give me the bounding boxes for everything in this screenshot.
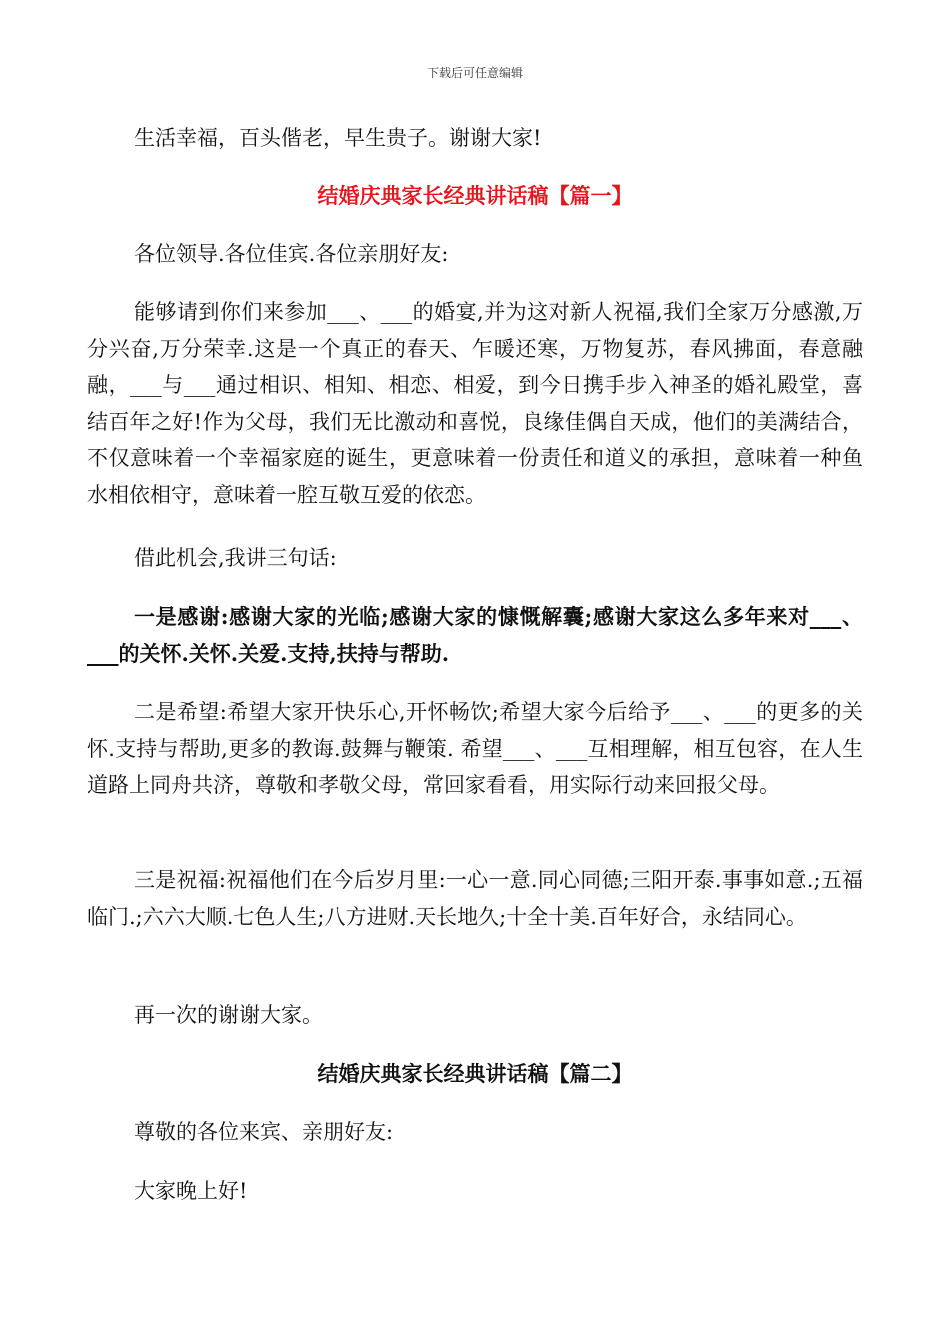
point-two-paragraph: 二是希望:希望大家开快乐心,开怀畅饮;希望大家今后给予___、___的更多的关怀.支持与帮助,更多的教诲.鼓舞与鞭策. 希望___、___互相理解，相互包容，在人生道路上同舟共济，尊敬和孝敬父母，常回家看看，用实际行动来回报父母。 [87, 700, 863, 797]
point-three-paragraph: 三是祝福:祝福他们在今后岁月里:一心一意.同心同德;三阳开泰.事事如意.;五福临门.;六六大顺.七色人生;八方进财.天长地久;十全十美.百年好合，永结同心。 [87, 868, 863, 929]
section-title-1: 结婚庆典家长经典讲话稿【篇一】 [317, 183, 633, 208]
page-header: 下载后可任意编辑 [426, 66, 523, 80]
point-one-paragraph: 一是感谢:感谢大家的光临;感谢大家的慷慨解囊;感谢大家这么多年来对___、___的关怀.关怀.关爱.支持,扶持与帮助. [87, 604, 863, 666]
section-title-2: 结婚庆典家长经典讲话稿【篇二】 [317, 1061, 633, 1086]
evening-greeting: 大家晚上好! [134, 1179, 248, 1203]
body-paragraph-1: 能够请到你们来参加___、___的婚宴,并为这对新人祝福,我们全家万分感激,万分兴奋,万分荣幸.这是一个真正的春天、乍暖还寒，万物复苏，春风拂面，春意融融，___与___通过相识、相知、相恋、相爱，到今日携手步入神圣的婚礼殿堂，喜结百年之好!作为父母，我们无比激动和喜悦，良缘佳偶自天成，他们的美满结合，不仅意味着一个幸福家庭的诞生，更意味着一份责任和道义的承担，意味着一种鱼水相依相守，意味着一腔互敬互爱的依恋。 [87, 300, 863, 507]
closing-thanks-paragraph: 再一次的谢谢大家。 [134, 1003, 323, 1027]
greeting-paragraph: 各位领导.各位佳宾.各位亲朋好友: [134, 242, 449, 266]
three-points-intro: 借此机会,我讲三句话: [134, 546, 337, 570]
intro-paragraph: 生活幸福，百头偕老，早生贵子。谢谢大家! [134, 126, 542, 150]
greeting-paragraph-2: 尊敬的各位来宾、亲朋好友: [134, 1120, 394, 1144]
